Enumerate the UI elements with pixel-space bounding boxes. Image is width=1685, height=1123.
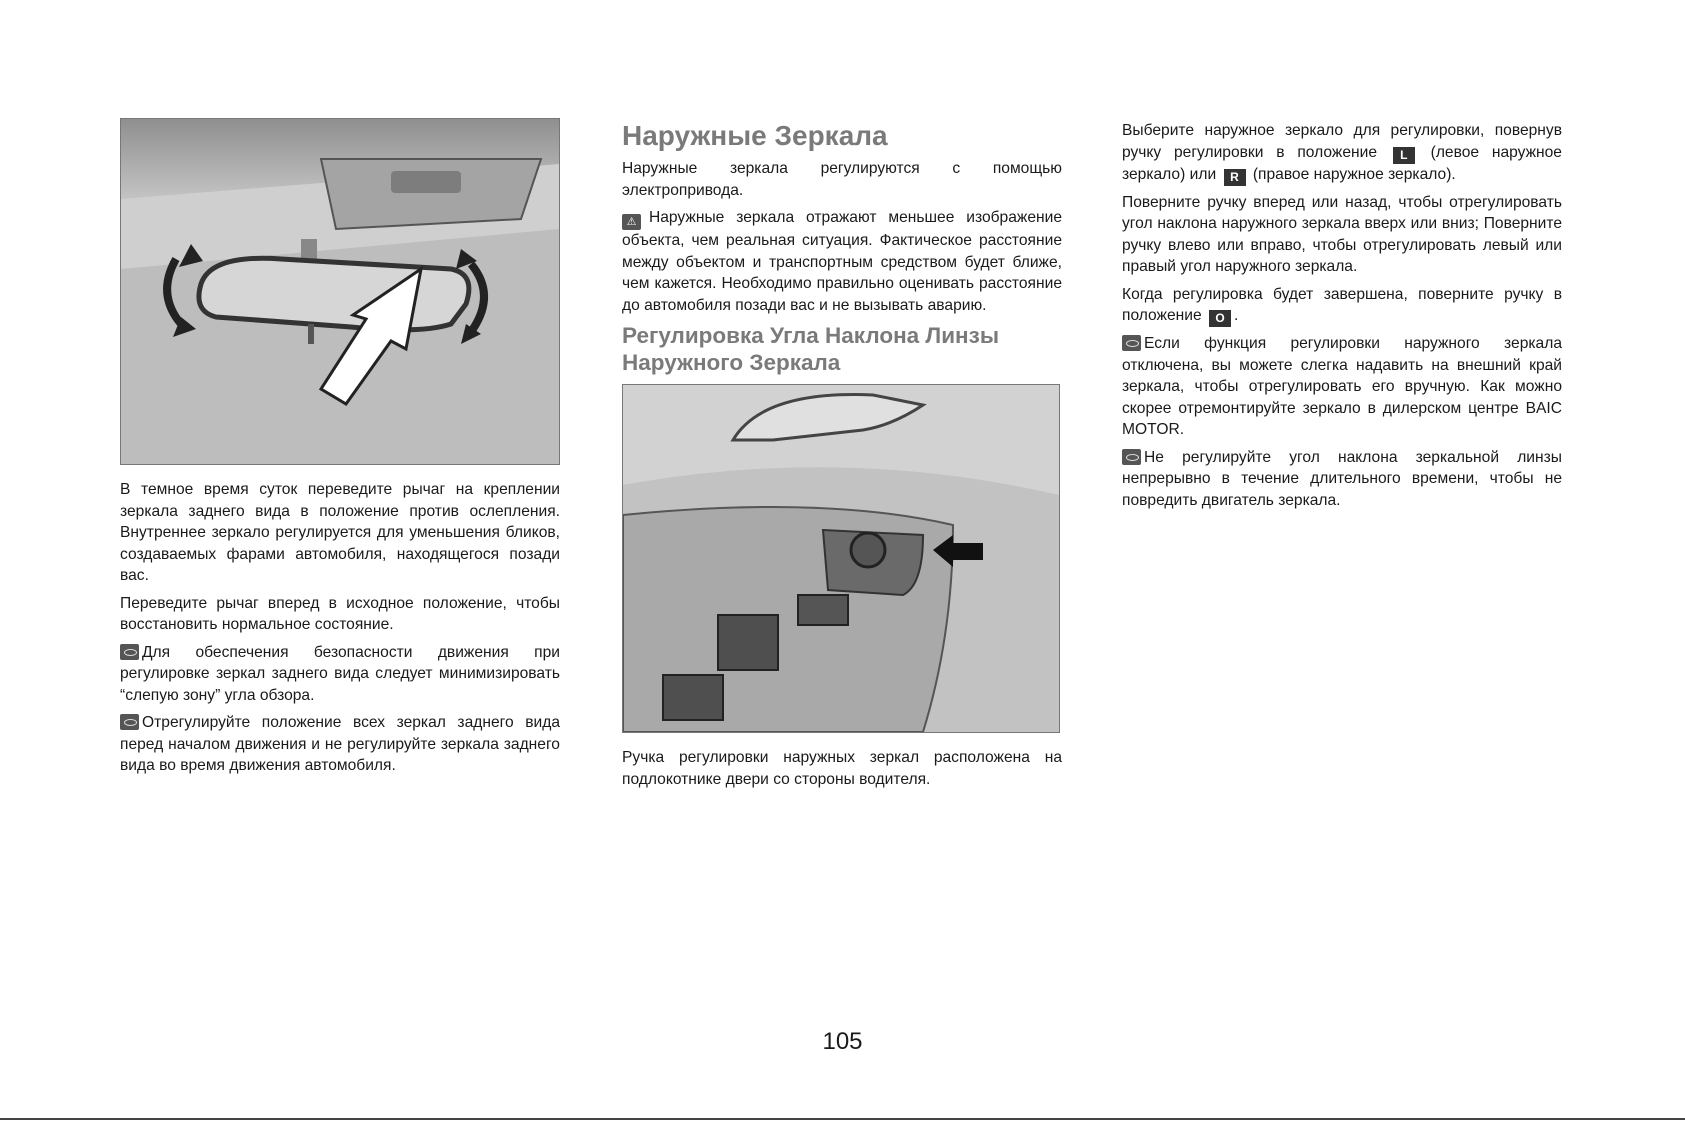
col2-paragraph-1: Наружные зеркала регулируются с помощью электропривода. [622, 160, 1062, 199]
rearview-mirror-illustration [120, 118, 560, 465]
position-r-badge: R [1224, 169, 1246, 186]
col3-p1-text-a: Выберите наружное зеркало для регулировки, повернув ручку регулировки в положение [1122, 122, 1562, 161]
note-icon [120, 644, 139, 660]
note-icon [1122, 449, 1141, 465]
position-l-badge: L [1393, 147, 1415, 164]
col1-paragraph-1: В темное время суток переведите рычаг на креплении зеркала заднего вида в положение против ослепления. Внутреннее зеркало регулируется для уменьшения бликов, создаваемых фарами автомобиля, находящегося позади вас. [120, 481, 560, 584]
right-column [1122, 120, 1562, 517]
note-icon [1122, 335, 1141, 351]
col3-p3-text-a: Когда регулировка будет завершена, поверните ручку в положение [1122, 285, 1562, 324]
page-number: 105 [822, 1028, 863, 1055]
col1-note-1 [120, 642, 560, 707]
middle-column [622, 120, 1062, 796]
door-armrest-drawing [623, 385, 1059, 732]
col3-p3-text-b: . [1234, 307, 1239, 324]
col2-warning-text: Наружные зеркала отражают меньшее изображение объекта, чем реальная ситуация. Фактическое расстояние между объектом и транспортным средством будет ближе, чем кажется. Необходимо правильно оценивать расстояние до автомобиля позади вас и не вызывать аварию. [622, 209, 1062, 314]
col3-p1-text-c: (правое наружное зеркало). [1252, 165, 1456, 183]
col1-paragraph-2: Переведите рычаг вперед в исходное положение, чтобы восстановить нормальное состояние. [120, 594, 560, 633]
col1-note-2 [120, 712, 560, 777]
left-column [120, 118, 560, 783]
col3-note-1 [1122, 333, 1562, 441]
figure-caption: Ручка регулировки наружных зеркал расположена на подлокотнике двери со стороны водителя. [622, 749, 1062, 788]
warning-icon: ⚠ [622, 214, 641, 230]
col2-warning [622, 207, 1062, 316]
bottom-rule [0, 1118, 1685, 1120]
col3-note-2 [1122, 447, 1562, 512]
door-armrest-illustration [622, 384, 1060, 733]
note-icon [120, 714, 139, 730]
col3-note-2-text: Не регулируйте угол наклона зеркальной линзы непрерывно в течение длительного времени, чтобы не повредить двигатель зеркала. [1122, 448, 1562, 509]
col3-paragraph-3 [1122, 284, 1562, 328]
col3-paragraph-2: Поверните ручку вперед или назад, чтобы отрегулировать угол наклона наружного зеркала вверх или вниз; Поверните ручку влево или вправо, чтобы отрегулировать левый или правый угол наружного зеркала. [1122, 193, 1562, 275]
section-subtitle: Регулировка Угла Наклона Линзы Наружного Зеркала [622, 323, 1000, 375]
col3-p1-text-b: (левое наружное зеркало) или [1122, 143, 1562, 183]
section-title: Наружные Зеркала [622, 120, 888, 151]
col1-note-2-text: Отрегулируйте положение всех зеркал заднего вида перед началом движения и не регулируйте зеркала заднего вида во время движения автомобиля. [120, 714, 560, 774]
col3-note-1-text: Если функция регулировки наружного зеркала отключена, вы можете слегка надавить на внешний край зеркала, чтобы отрегулировать его вручную. Как можно скорее отремонтируйте зеркало в дилерском центре BAIC MOTOR. [1122, 335, 1562, 438]
rearview-mirror-drawing [121, 119, 559, 464]
col3-paragraph-1 [1122, 120, 1562, 186]
position-o-badge: O [1209, 310, 1231, 327]
col1-note-1-text: Для обеспечения безопасности движения при регулировке зеркал заднего вида следует минимизировать “слепую зону” угла обзора. [120, 643, 560, 704]
